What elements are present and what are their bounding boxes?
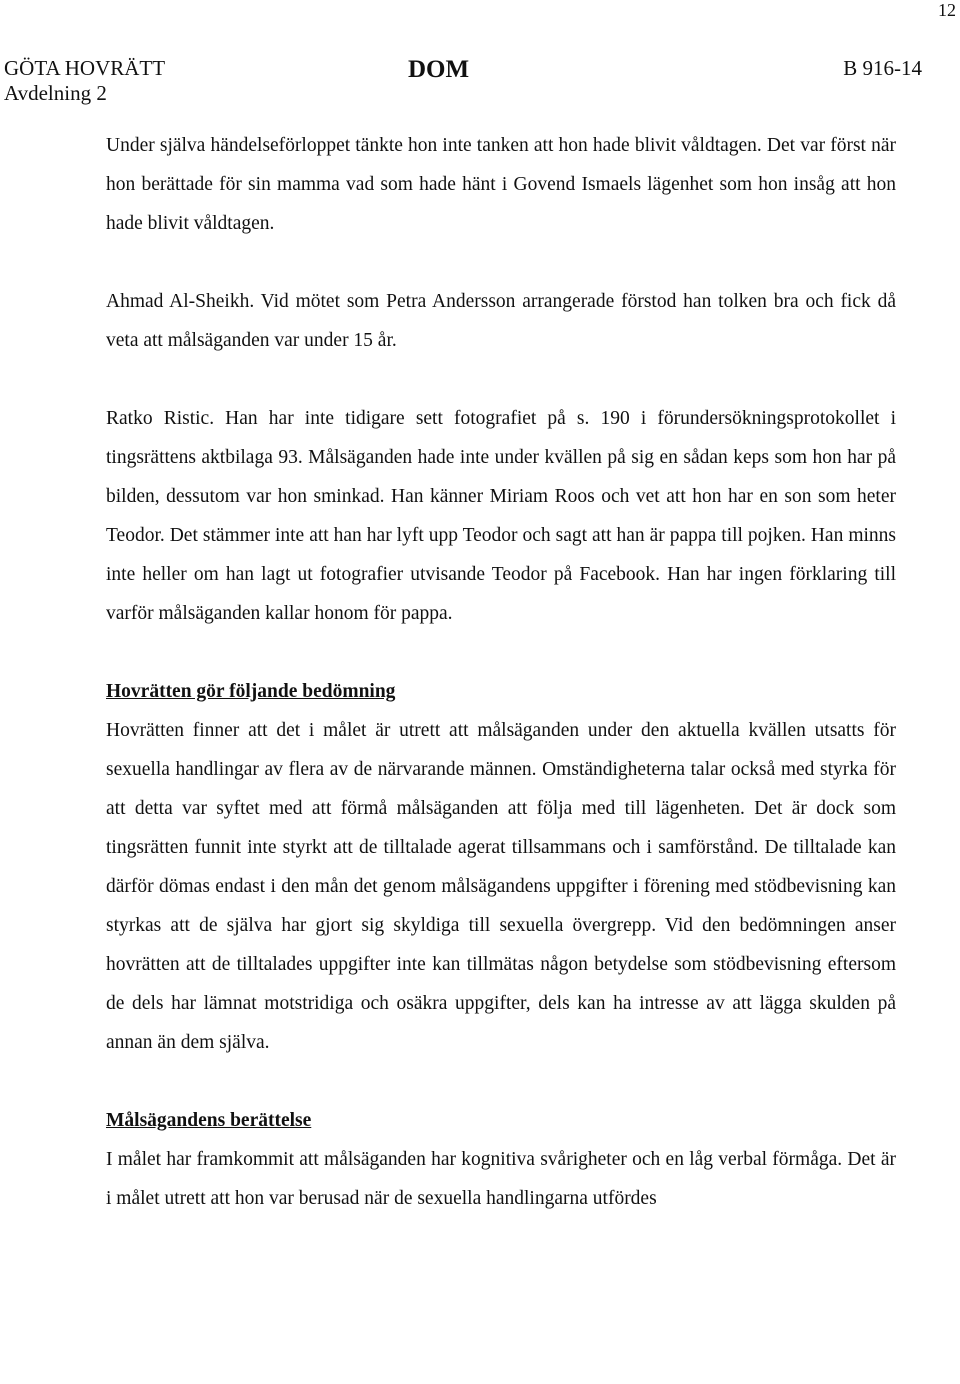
document-type: DOM [408,56,470,83]
document-body [106,126,896,1218]
case-number: B 916-14 [843,56,922,80]
paragraph-testimony-al-sheikh: Ahmad Al-Sheikh. Vid mötet som Petra Andersson arrangerade förstod han tolken bra och fick då veta att målsäganden var under 15 år. [106,291,896,351]
page-number: 12 [938,0,956,20]
court-header [4,56,165,106]
division-name: Avdelning 2 [4,81,107,105]
section-heading-assessment: Hovrätten gör följande bedömning [106,681,396,702]
paragraph-assessment: Hovrätten finner att det i målet är utrett att målsäganden under den aktuella kvällen utsatts för sexuella handlingar av flera av de närvarande männen. Omständigheterna talar också med styrka för att detta var syftet med att förmå målsäganden att följa med till lägenheten. Det är dock som tingsrätten funnit inte styrkt att de tilltalade agerat tillsammans och i samförstånd. De tilltalade kan därför dömas endast i den mån det genom målsägandens uppgifter i förening med stödbevisning kan styrkas att de själva har gjort sig skyldiga till sexuella övergrepp. Vid den bedömningen anser hovrätten att de tilltalades uppgifter inte kan tillmätas någon betydelse som stödbevisning eftersom de dels har lämnat motstridiga och osäkra uppgifter, dels kan ha intresse av att lägga skulden på annan än dem själva. [106,720,896,1053]
court-name: GÖTA HOVRÄTT [4,56,166,80]
paragraph-testimony-victim: Under själva händelseförloppet tänkte hon inte tanken att hon hade blivit våldtagen. Det var först när hon berättade för sin mamma vad som hade hänt i Govend Ismaels lägenhet som hon insåg att hon hade blivit våldtagen. [106,135,896,234]
paragraph-victim-account: I målet har framkommit att målsäganden har kognitiva svårigheter och en låg verbal förmåga. Det är i målet utrett att hon var berusad när de sexuella handlingarna utfördes [106,1149,896,1209]
paragraph-testimony-ristic: Ratko Ristic. Han har inte tidigare sett fotografiet på s. 190 i förundersökningsprotokollet i tingsrättens aktbilaga 93. Målsäganden hade inte under kvällen på sig en sådan keps som hon har på bilden, dessutom var hon sminkad. Han känner Miriam Roos och vet att hon har en son som heter Teodor. Det stämmer inte att han har lyft upp Teodor och sagt att han är pappa till pojken. Han minns inte heller om han lagt ut fotografier utvisande Teodor på Facebook. Han har ingen förklaring till varför målsäganden kallar honom för pappa. [106,408,896,624]
section-heading-victim-account: Målsägandens berättelse [106,1110,312,1131]
